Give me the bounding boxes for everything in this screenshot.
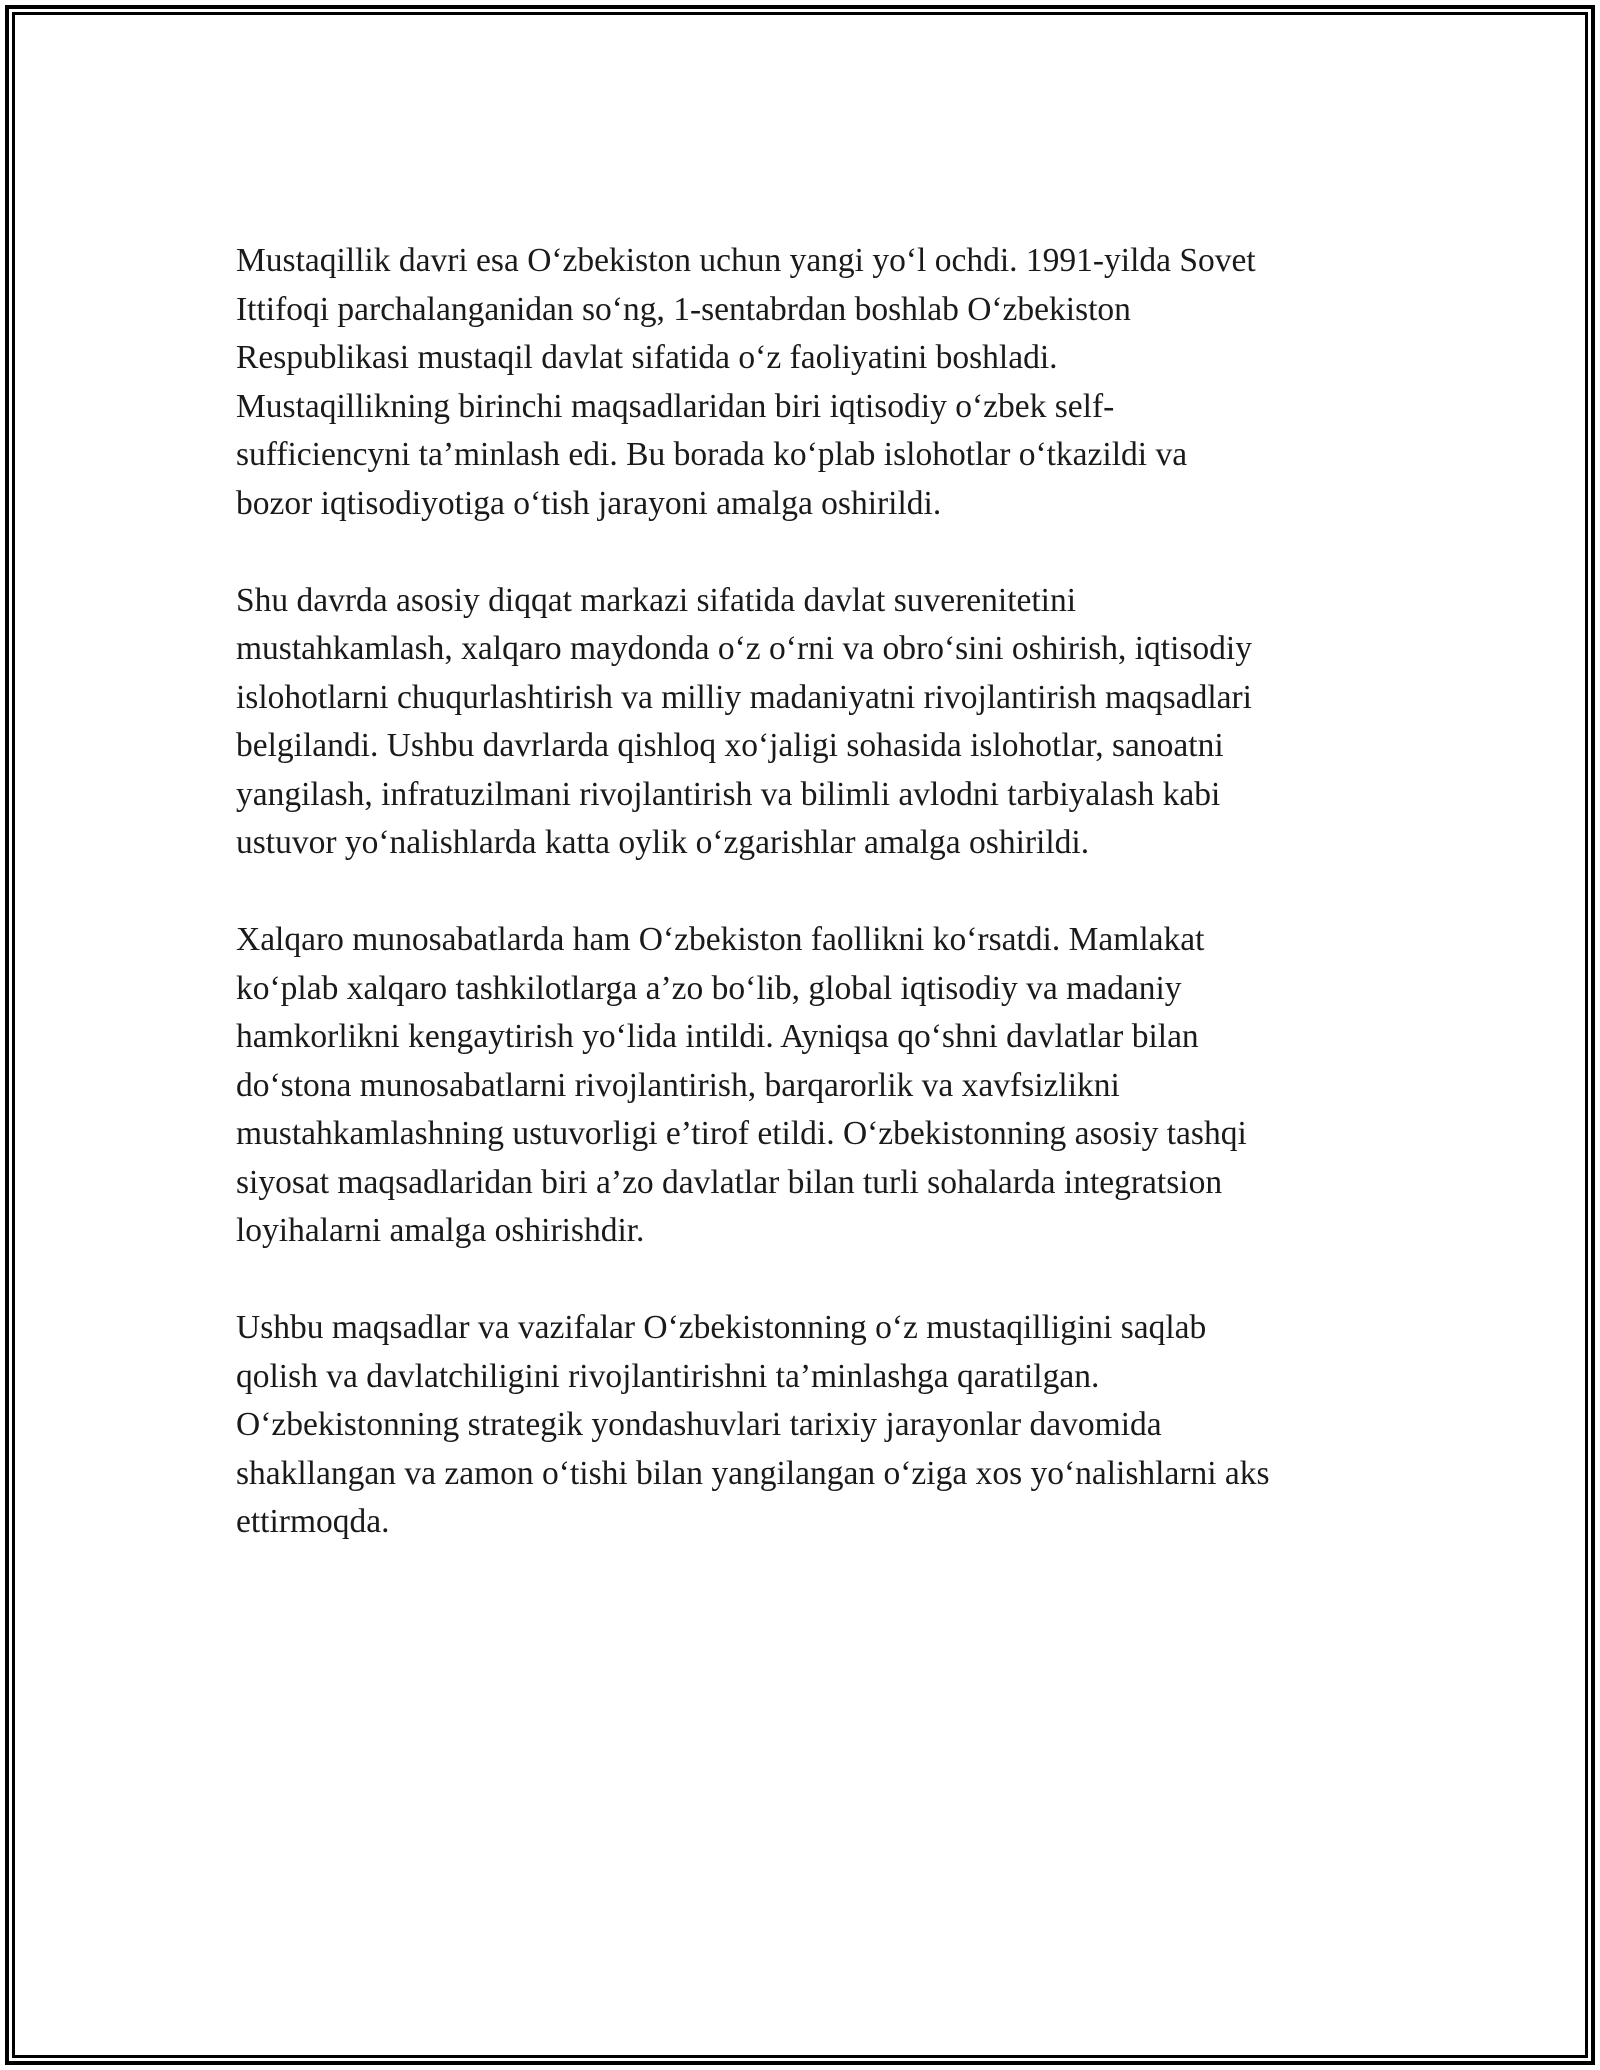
paragraph-goals-summary: Ushbu maqsadlar va vazifalar O‘zbekistonning o‘z mustaqilligini saqlab qolish va davlatchiligini rivojlantirishni ta’minlashga qaratilgan. O‘zbekistonning strategik yondashuvlari tarixiy jarayonlar davomida shakllangan va zamon o‘tishi bilan yangilangan o‘ziga xos yo‘nalishlarni aks ettirmoqda. xyxy=(236,1309,1270,1540)
paragraph-international-relations: Xalqaro munosabatlarda ham O‘zbekiston faollikni ko‘rsatdi. Mamlakat ko‘plab xalqaro tashkilotlarga a’zo bo‘lib, global iqtisodiy va madaniy hamkorlikni kengaytirish yo‘lida intildi. Ayniqsa qo‘shni davlatlar bilan do‘stona munosabatlarni rivojlantirish, barqarorlik va xavfsizlikni mustahkamlashning ustuvorligi e’tirof etildi. O‘zbekistonning asosiy tashqi siyosat maqsadlaridan biri a’zo davlatlar bilan turli sohalarda integratsion loyihalarni amalga oshirishdir. xyxy=(236,921,1247,1249)
paragraph-main-priorities: Shu davrda asosiy diqqat markazi sifatida davlat suverenitetini mustahkamlash, xalqaro maydonda o‘z o‘rni va obro‘sini oshirish, iqtisodiy islohotlarni chuqurlashtirish va milliy madaniyatni rivojlantirish maqsadlari belgilandi. Ushbu davrlarda qishloq xo‘jaligi sohasida islohotlar, sanoatni yangilash, infratuzilmani rivojlantirish va bilimli avlodni tarbiyalash kabi ustuvor yo‘nalishlarda katta oylik o‘zgarishlar amalga oshirildi. xyxy=(236,581,1252,861)
paragraph-independence-period: Mustaqillik davri esa O‘zbekiston uchun yangi yo‘l ochdi. 1991-yilda Sovet Ittifoqi parchalanganidan so‘ng, 1-sentabrdan boshlab O‘zbekiston Respublikasi mustaqil davlat sifatida o‘z faoliyatini boshladi. Mustaqillikning birinchi maqsadlaridan biri iqtisodiy o‘zbek self- sufficiencyni ta’minlash edi. Bu borada ko‘plab islohotlar o‘tkazildi va bozor iqtisodiyotiga o‘tish jarayoni amalga oshirildi. xyxy=(236,242,1256,522)
document-body xyxy=(236,237,1376,1595)
